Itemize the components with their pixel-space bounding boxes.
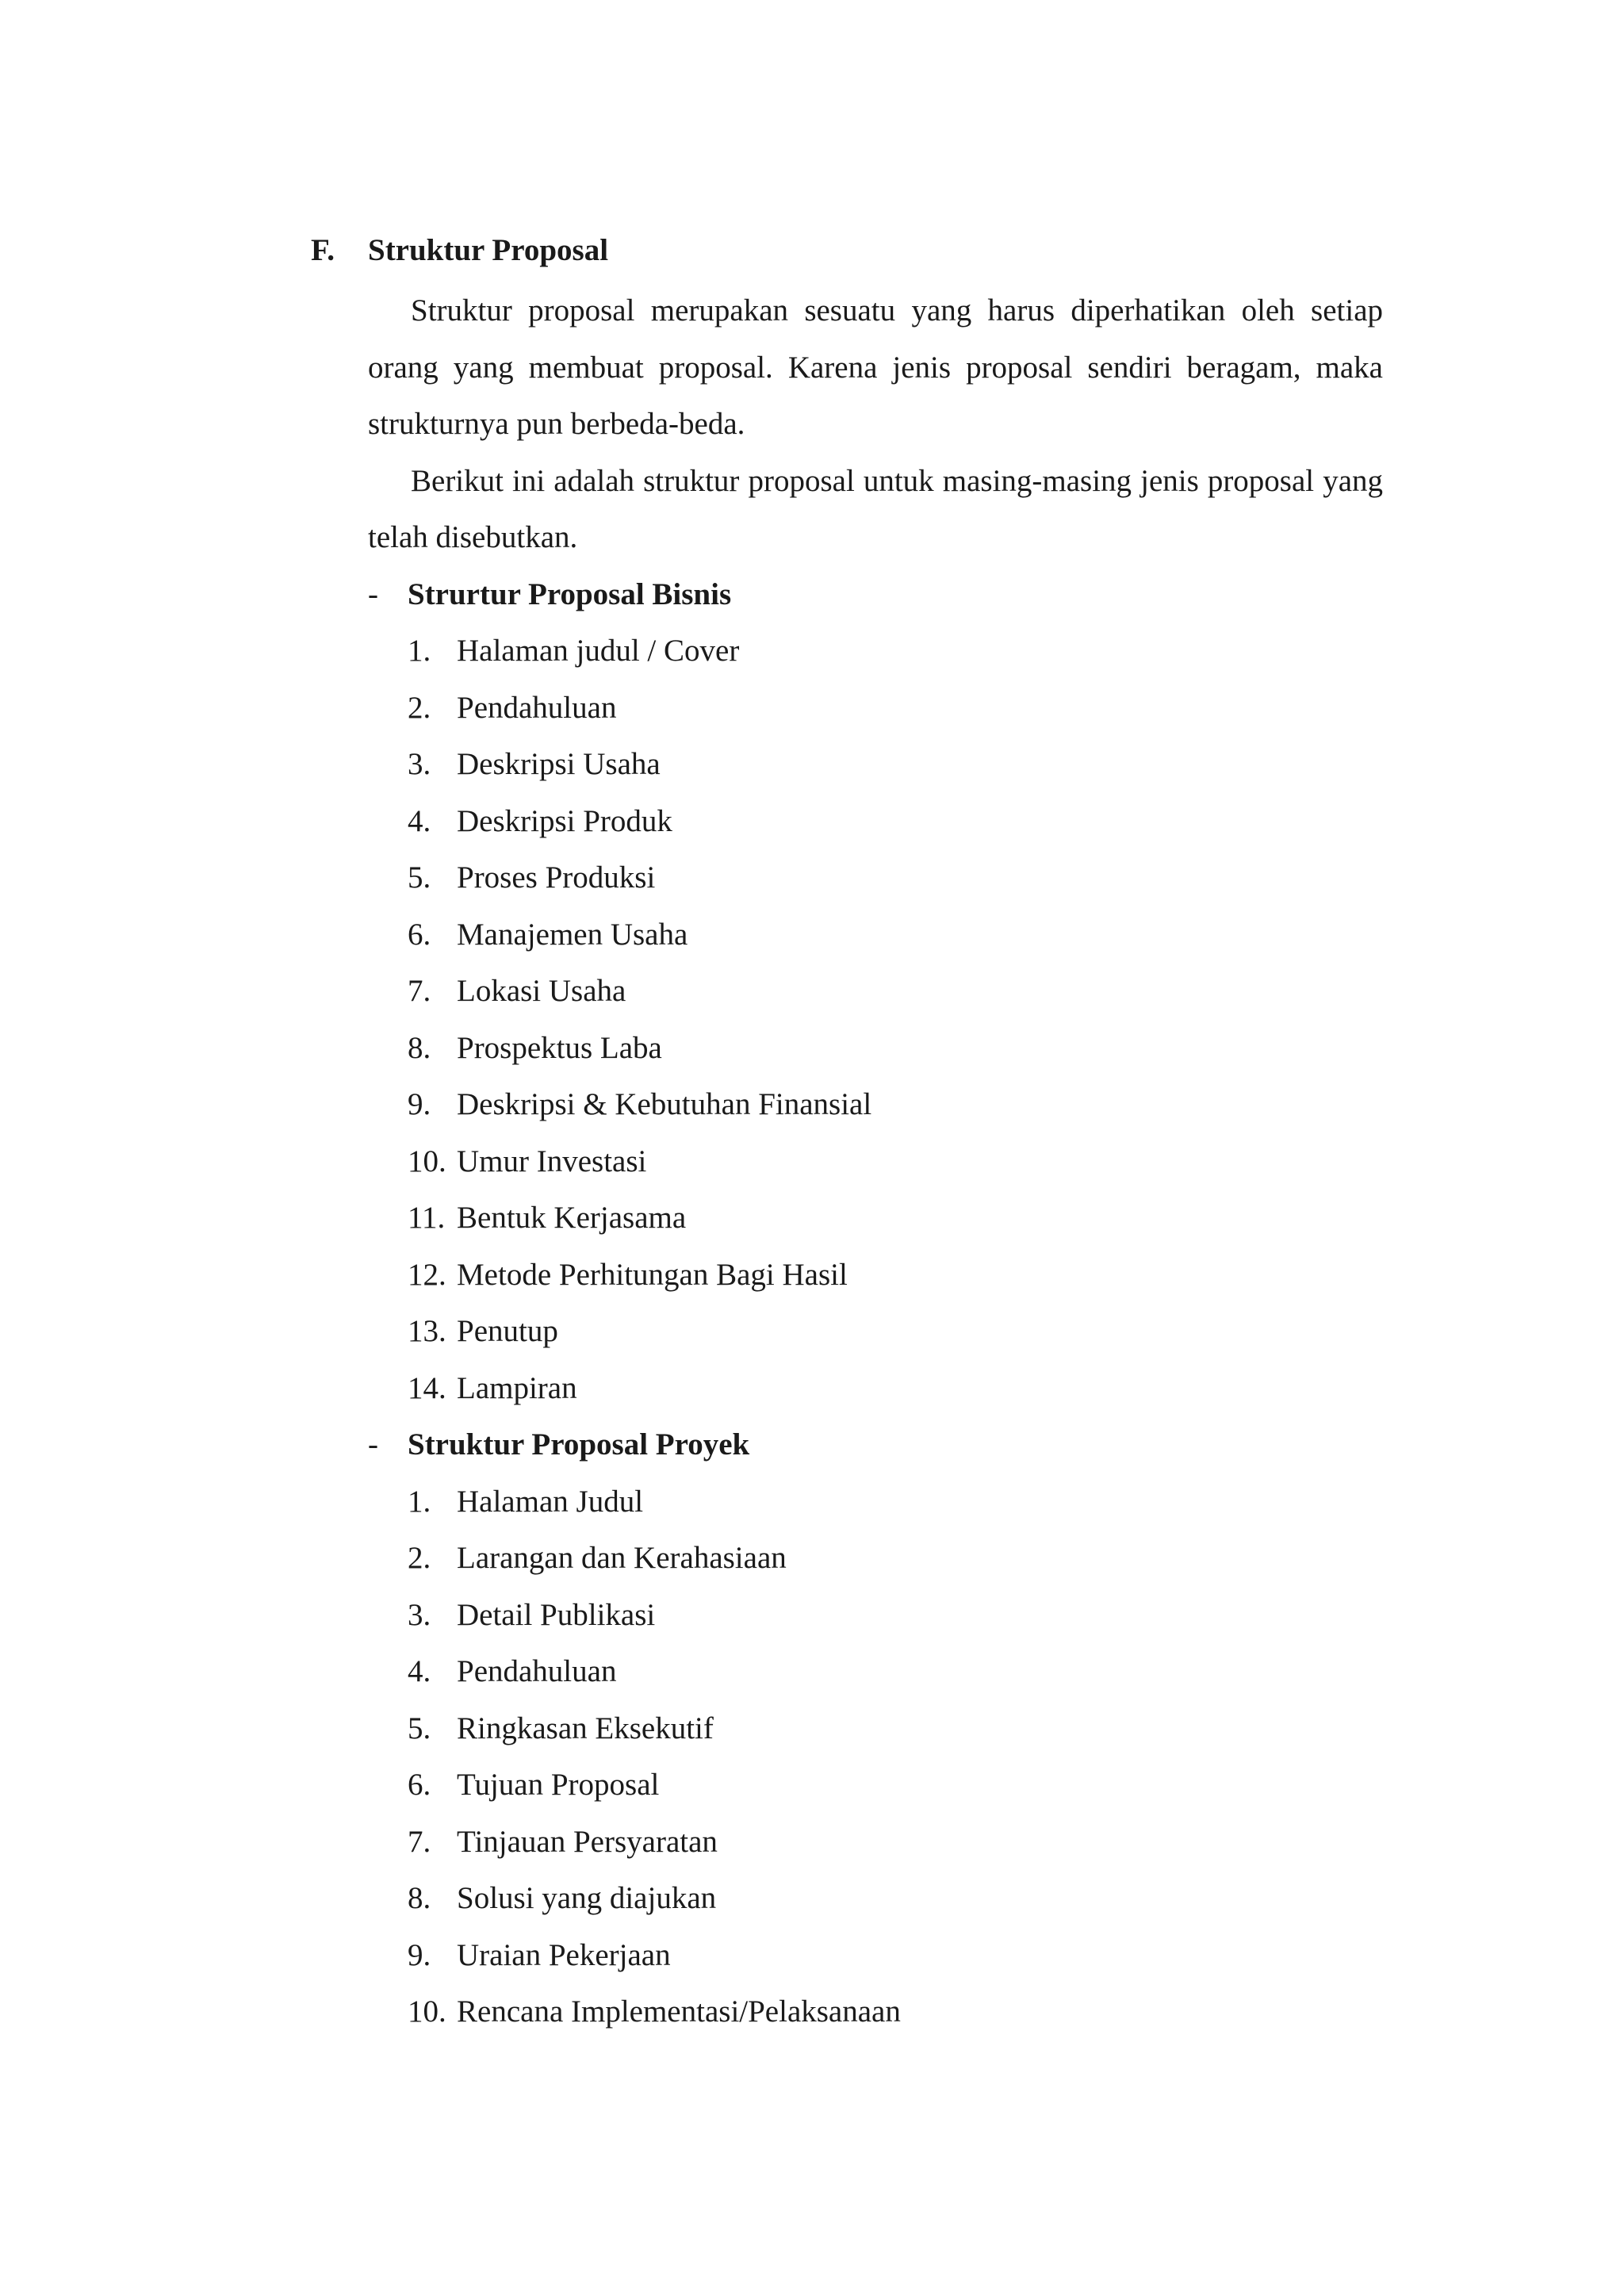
list-item-text: Halaman Judul [457,1484,644,1519]
list-item-text: Umur Investasi [457,1144,647,1178]
list-item [408,1530,1383,1587]
list-item [408,1927,1383,1984]
list-item [408,1303,1383,1360]
list-item-text: Bentuk Kerjasama [457,1201,687,1235]
list-item [408,1700,1383,1757]
list-item [408,1757,1383,1814]
list-item-text: Lampiran [457,1370,577,1405]
list-item-text: Penutup [457,1314,558,1348]
list-item [408,1814,1383,1871]
list-item [408,736,1383,793]
list-item-text: Solusi yang diajukan [457,1881,717,1915]
list-item [408,680,1383,737]
list-item-number: 10. [408,1144,446,1178]
paragraph-lead-in: Berikut ini adalah struktur proposal untuk masing-masing jenis proposal yang telah disebutkan. [368,463,1383,554]
list-item-number: 1. [408,1484,431,1519]
section-heading [311,228,608,273]
list-item [408,1983,1383,2040]
list-bisnis [368,623,1383,1416]
bullet-dash: - [368,577,378,611]
subheading-proyek [368,1416,1383,1473]
list-item-number: 9. [408,1087,431,1121]
list-item-number: 5. [408,860,431,895]
section-letter: F. [311,233,335,267]
list-item-number: 9. [408,1937,431,1972]
paragraph-intro: Struktur proposal merupakan sesuatu yang harus diperhatikan oleh setiap orang yang membuat proposal. Karena jenis proposal sendiri beragam, maka strukturnya pun berbeda-beda. [368,293,1383,441]
list-item-text: Pendahuluan [457,1654,617,1688]
list-item-text: Halaman judul / Cover [457,634,740,668]
list-item-number: 5. [408,1711,431,1745]
list-item-number: 11. [408,1201,446,1235]
list-item [408,906,1383,964]
list-item-text: Deskripsi & Kebutuhan Finansial [457,1087,872,1121]
list-item-number: 1. [408,634,431,668]
list-item-text: Proses Produksi [457,860,656,895]
list-item-text: Prospektus Laba [457,1030,662,1065]
list-item [408,1360,1383,1417]
list-item-number: 7. [408,1824,431,1859]
list-item [408,1247,1383,1304]
list-item-text: Uraian Pekerjaan [457,1937,671,1972]
list-item-text: Larangan dan Kerahasiaan [457,1541,787,1575]
list-item-number: 3. [408,1597,431,1632]
list-item-number: 2. [408,690,431,725]
list-item-text: Tujuan Proposal [457,1768,660,1802]
list-item-text: Lokasi Usaha [457,974,626,1008]
list-item-text: Pendahuluan [457,690,617,725]
list-item [408,1870,1383,1927]
list-item-number: 14. [408,1370,446,1405]
list-item-text: Tinjauan Persyaratan [457,1824,718,1859]
list-item [408,793,1383,850]
list-item-text: Manajemen Usaha [457,917,688,952]
list-item-text: Deskripsi Produk [457,803,672,838]
section-title: Struktur Proposal [368,233,609,267]
list-item-number: 6. [408,917,431,952]
list-item-text: Deskripsi Usaha [457,747,661,781]
list-item [408,849,1383,906]
list-item-number: 4. [408,803,431,838]
list-item-number: 3. [408,747,431,781]
list-proyek [368,1473,1383,2040]
document-body [368,282,1383,2040]
list-item-text: Metode Perhitungan Bagi Hasil [457,1257,848,1292]
list-item [408,1587,1383,1644]
list-item-number: 13. [408,1314,446,1348]
list-item-text: Detail Publikasi [457,1597,656,1632]
list-item-number: 7. [408,974,431,1008]
list-item [408,1643,1383,1700]
list-item [408,623,1383,680]
list-item-number: 10. [408,1994,446,2029]
list-item [408,963,1383,1020]
list-item-number: 8. [408,1881,431,1915]
list-item-text: Ringkasan Eksekutif [457,1711,714,1745]
list-item [408,1473,1383,1531]
bullet-dash: - [368,1427,378,1462]
list-item-number: 6. [408,1768,431,1802]
subheading-bisnis-label: Strurtur Proposal Bisnis [408,577,732,611]
list-item-number: 4. [408,1654,431,1688]
list-item-text: Rencana Implementasi/Pelaksanaan [457,1994,901,2029]
subheading-proyek-label: Struktur Proposal Proyek [408,1427,750,1462]
list-item-number: 8. [408,1030,431,1065]
list-item [408,1190,1383,1247]
list-item [408,1133,1383,1190]
list-item-number: 2. [408,1541,431,1575]
subheading-bisnis [368,566,1383,623]
list-item-number: 12. [408,1257,446,1292]
list-item [408,1020,1383,1077]
list-item [408,1076,1383,1133]
